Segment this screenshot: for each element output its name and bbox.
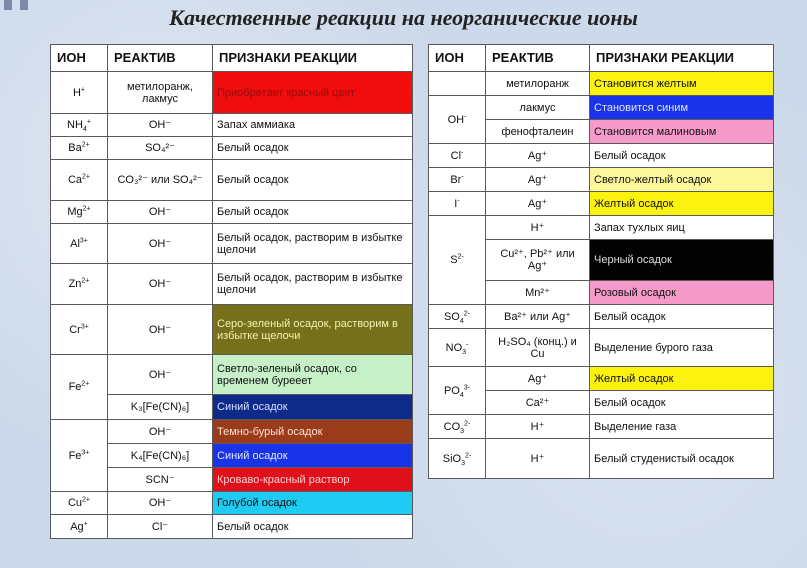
reagent-cell: OH⁻ xyxy=(108,224,213,264)
reaction-sign-cell: Запах аммиака xyxy=(213,114,413,137)
table-header-row xyxy=(429,45,774,72)
ion-cell: $Mg^{2+}$ xyxy=(51,201,108,224)
reagent-cell: SO₄²⁻ xyxy=(108,137,213,160)
ion-cell: $Ca^{2+}$ xyxy=(51,160,108,201)
ion-cell: $Fe^{3+}$ xyxy=(51,420,108,492)
table-row xyxy=(51,224,413,264)
reaction-sign-cell: Белый студенистый осадок xyxy=(590,439,774,479)
table-row xyxy=(51,492,413,515)
table-row xyxy=(429,439,774,479)
reagent-cell: H₂SO₄ (конц.) и Cu xyxy=(486,329,590,367)
reagent-cell: H⁺ xyxy=(486,216,590,240)
ion-cell: H+ xyxy=(51,72,108,114)
reaction-sign-cell: Кроваво-красный раствор xyxy=(213,468,413,492)
reaction-sign-cell: Белый осадок xyxy=(213,515,413,539)
table-row xyxy=(429,329,774,367)
table-row xyxy=(51,305,413,355)
page-title: Качественные реакции на неорганические ионы xyxy=(169,5,638,30)
reaction-sign-cell: Белый осадок xyxy=(213,137,413,160)
ion-cell xyxy=(429,72,486,96)
reagent-cell: OH⁻ xyxy=(108,420,213,444)
reaction-sign-cell: Становится малиновым xyxy=(590,120,774,144)
table-row xyxy=(429,144,774,168)
ion-cell: Cl- xyxy=(429,144,486,168)
ion-cell: $Fe^{2+}$ xyxy=(51,355,108,420)
ion-cell: Ag+ xyxy=(51,515,108,539)
left-ions-table xyxy=(50,44,413,539)
ion-cell: $PO_4^{3-}$ xyxy=(429,367,486,415)
reagent-cell: фенофталеин xyxy=(486,120,590,144)
reaction-sign-cell: Розовый осадок xyxy=(590,281,774,305)
header-reagent: РЕАКТИВ xyxy=(486,45,590,72)
ion-cell: $Cu^{2+}$ xyxy=(51,492,108,515)
table-row xyxy=(51,72,413,114)
table-row xyxy=(51,201,413,224)
header-ion: ИОН xyxy=(51,45,108,72)
table-row xyxy=(429,367,774,391)
header-signs: ПРИЗНАКИ РЕАКЦИИ xyxy=(213,45,413,72)
reagent-cell: лакмус xyxy=(486,96,590,120)
header-signs: ПРИЗНАКИ РЕАКЦИИ xyxy=(590,45,774,72)
ion-cell: I- xyxy=(429,192,486,216)
reaction-sign-cell: Черный осадок xyxy=(590,240,774,281)
ion-cell: $S^{2-}$ xyxy=(429,216,486,305)
right-ions-table xyxy=(428,44,774,479)
reaction-sign-cell: Синий осадок xyxy=(213,444,413,468)
reagent-cell: Mn²⁺ xyxy=(486,281,590,305)
reagent-cell: OH⁻ xyxy=(108,114,213,137)
reagent-cell: Ag⁺ xyxy=(486,144,590,168)
reaction-sign-cell: Приобретает красный цвет xyxy=(213,72,413,114)
reaction-sign-cell: Белый осадок xyxy=(213,160,413,201)
reaction-sign-cell: Выделение бурого газа xyxy=(590,329,774,367)
reaction-sign-cell: Становится желтым xyxy=(590,72,774,96)
table-row xyxy=(429,72,774,96)
table-row xyxy=(429,192,774,216)
header-reagent: РЕАКТИВ xyxy=(108,45,213,72)
ion-cell: $Zn^{2+}$ xyxy=(51,264,108,305)
reagent-cell: OH⁻ xyxy=(108,355,213,395)
table-row xyxy=(51,420,413,444)
reaction-sign-cell: Желтый осадок xyxy=(590,367,774,391)
reaction-sign-cell: Светло-желтый осадок xyxy=(590,168,774,192)
table-row xyxy=(51,114,413,137)
table-row xyxy=(51,264,413,305)
table-row xyxy=(51,137,413,160)
right-table-body xyxy=(429,72,774,479)
reaction-sign-cell: Светло-зеленый осадок, со временем буреeет xyxy=(213,355,413,395)
reagent-cell: Ag⁺ xyxy=(486,367,590,391)
reagent-cell: SCN⁻ xyxy=(108,468,213,492)
reagent-cell: CO₃²⁻ или SO₄²⁻ xyxy=(108,160,213,201)
ion-cell: $SO_4^{2-}$ xyxy=(429,305,486,329)
ion-cell: Br- xyxy=(429,168,486,192)
table-row xyxy=(429,96,774,120)
reaction-sign-cell: Белый осадок, растворим в избытке щелочи xyxy=(213,264,413,305)
reagent-cell: Ag⁺ xyxy=(486,168,590,192)
ion-cell: $Ba^{2+}$ xyxy=(51,137,108,160)
reaction-sign-cell: Голубой осадок xyxy=(213,492,413,515)
reagent-cell: метилоранж xyxy=(486,72,590,96)
reagent-cell: Ag⁺ xyxy=(486,192,590,216)
reaction-sign-cell: Белый осадок xyxy=(590,144,774,168)
reagent-cell: H⁺ xyxy=(486,439,590,479)
left-table-body xyxy=(51,72,413,539)
ion-cell: SiO$_3^{2-}$ xyxy=(429,439,486,479)
reaction-sign-cell: Желтый осадок xyxy=(590,192,774,216)
reaction-sign-cell: Белый осадок xyxy=(590,305,774,329)
reaction-sign-cell: Белый осадок xyxy=(590,391,774,415)
ion-cell: $CO_3^{2-}$ xyxy=(429,415,486,439)
reagent-cell: OH⁻ xyxy=(108,201,213,224)
reagent-cell: OH⁻ xyxy=(108,492,213,515)
ion-cell: $NH_4^+$ xyxy=(51,114,108,137)
reagent-cell: Cl⁻ xyxy=(108,515,213,539)
reagent-cell: OH⁻ xyxy=(108,305,213,355)
table-row xyxy=(429,216,774,240)
reaction-sign-cell: Выделение газа xyxy=(590,415,774,439)
reagent-cell: H⁺ xyxy=(486,415,590,439)
reagent-cell: K₄[Fe(CN)₆] xyxy=(108,444,213,468)
reagent-cell: Ba²⁺ или Ag⁺ xyxy=(486,305,590,329)
table-row xyxy=(51,515,413,539)
reagent-cell: метилоранж, лакмус xyxy=(108,72,213,114)
header-ion: ИОН xyxy=(429,45,486,72)
reagent-cell: OH⁻ xyxy=(108,264,213,305)
table-row xyxy=(429,415,774,439)
reaction-sign-cell: Становится синим xyxy=(590,96,774,120)
table-row xyxy=(51,160,413,201)
table-header-row xyxy=(51,45,413,72)
table-row xyxy=(429,305,774,329)
ion-cell: $Cr^{3+}$ xyxy=(51,305,108,355)
ion-cell: $NO_3^-$ xyxy=(429,329,486,367)
reaction-sign-cell: Запах тухлых яиц xyxy=(590,216,774,240)
table-row xyxy=(429,168,774,192)
ion-cell: $Al^{3+}$ xyxy=(51,224,108,264)
reaction-sign-cell: Синий осадок xyxy=(213,395,413,420)
ion-cell: OH- xyxy=(429,96,486,144)
reaction-sign-cell: Белый осадок xyxy=(213,201,413,224)
reaction-sign-cell: Серо-зеленый осадок, растворим в избытке щелочи xyxy=(213,305,413,355)
reaction-sign-cell: Белый осадок, растворим в избытке щелочи xyxy=(213,224,413,264)
reagent-cell: Ca²⁺ xyxy=(486,391,590,415)
reagent-cell: Cu²⁺, Pb²⁺ или Ag⁺ xyxy=(486,240,590,281)
reaction-sign-cell: Темно-бурый осадок xyxy=(213,420,413,444)
table-row xyxy=(51,355,413,395)
reagent-cell: K₃[Fe(CN)₆] xyxy=(108,395,213,420)
